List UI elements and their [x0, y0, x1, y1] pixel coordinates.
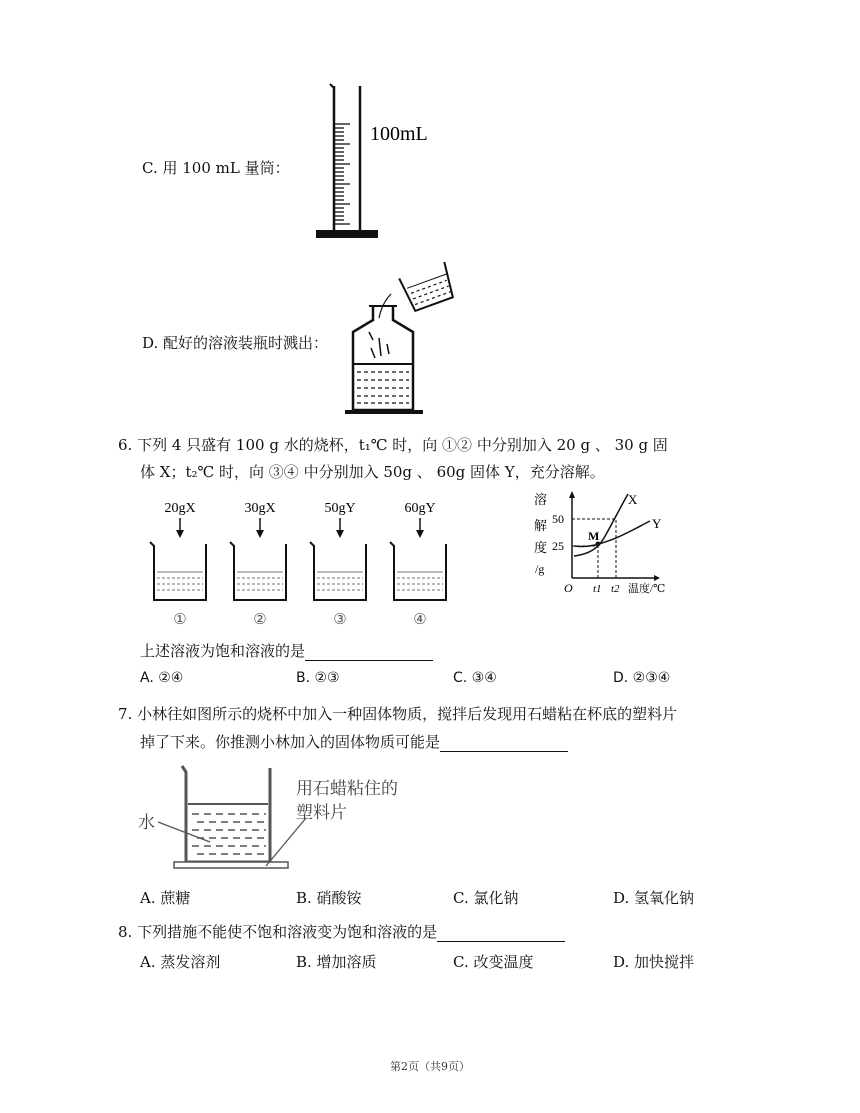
graph-point-m: M	[588, 529, 600, 543]
graph-t2: t2	[611, 583, 620, 595]
label-water: 水	[138, 813, 155, 832]
solubility-curve-graph	[530, 488, 680, 600]
graph-ylabel-3: 度	[534, 540, 548, 555]
beaker-number: ③	[333, 612, 347, 628]
q7-line2-text: 掉了下来。你推测小林加入的固体物质可能是	[140, 733, 441, 751]
answer-blank[interactable]	[305, 644, 433, 661]
q8-option-a[interactable]: A. 蒸发溶剂	[140, 953, 221, 971]
graph-ylabel-2: 解	[534, 518, 548, 533]
graph-y50: 50	[552, 512, 564, 526]
q8-option-d[interactable]: D. 加快搅拌	[613, 953, 695, 971]
q7-option-a[interactable]: A. 蔗糖	[140, 889, 191, 907]
graph-t1: t1	[593, 583, 602, 595]
q6-line1: 6. 下列 4 只盛有 100 g 水的烧杯，t₁℃ 时，向 ①② 中分别加入 20 g 、 30 g 固	[118, 436, 668, 454]
label-plastic-2: 塑料片	[296, 803, 347, 822]
bottle-pouring-figure	[345, 260, 465, 420]
beaker-number: ①	[173, 612, 187, 628]
q6-option-b[interactable]: B. ②③	[296, 670, 340, 686]
q8-option-b[interactable]: B. 增加溶质	[296, 953, 377, 971]
option-d-text: D. 配好的溶液装瓶时溅出：	[142, 334, 329, 352]
answer-blank[interactable]	[440, 735, 568, 752]
answer-blank[interactable]	[437, 925, 565, 942]
q7-option-b[interactable]: B. 硝酸铵	[296, 889, 362, 907]
beaker-number: ④	[413, 612, 427, 628]
beaker-4	[390, 501, 446, 628]
graph-ylabel-4: /g	[535, 562, 545, 576]
graph-curve-y: Y	[652, 516, 662, 531]
graph-y25: 25	[552, 539, 564, 553]
beaker-label: 50gY	[324, 501, 356, 516]
four-beakers-figure	[140, 492, 460, 632]
graph-curve-x: X	[628, 492, 638, 507]
label-plastic-1: 用石蜡粘住的	[296, 779, 398, 798]
q6-question-text: 上述溶液为饱和溶液的是	[140, 642, 306, 660]
q8-line1-text: 8. 下列措施不能使不饱和溶液变为饱和溶液的是	[118, 923, 438, 941]
graph-ylabel-1: 溶	[534, 492, 548, 507]
q7-line2	[140, 732, 568, 752]
q6-option-a[interactable]: A. ②④	[140, 670, 184, 686]
beaker-label: 30gX	[244, 501, 276, 516]
q7-option-d[interactable]: D. 氢氧化钠	[613, 889, 695, 907]
beaker-3	[310, 501, 366, 628]
beaker-1	[150, 501, 206, 628]
beaker-2	[230, 501, 286, 628]
beaker-label: 20gX	[164, 501, 196, 516]
graduated-cylinder-figure	[310, 80, 450, 250]
option-c-text: C. 用 100 mL 量筒：	[142, 159, 290, 177]
page-footer: 第2页（共9页）	[390, 1060, 470, 1073]
q6-question	[140, 641, 433, 661]
q8-option-c[interactable]: C. 改变温度	[453, 953, 534, 971]
q7-line1: 7. 小林往如图所示的烧杯中加入一种固体物质，搅拌后发现用石蜡粘在杯底的塑料片	[118, 705, 678, 723]
q6-line2: 体 X；t₂℃ 时，向 ③④ 中分别加入 50g 、 60g 固体 Y，充分溶解。	[140, 463, 605, 481]
beaker-plastic-sheet-figure	[136, 758, 436, 878]
beaker-number: ②	[253, 612, 267, 628]
beaker-label: 60gY	[404, 501, 436, 516]
q6-option-c[interactable]: C. ③④	[453, 670, 497, 686]
q6-option-d[interactable]: D. ②③④	[613, 670, 671, 686]
q7-option-c[interactable]: C. 氯化钠	[453, 889, 519, 907]
q8-line1	[118, 922, 565, 942]
graph-origin: O	[564, 581, 573, 595]
cylinder-volume-label: 100mL	[370, 123, 428, 145]
graph-xlabel: 温度/℃	[628, 583, 666, 595]
